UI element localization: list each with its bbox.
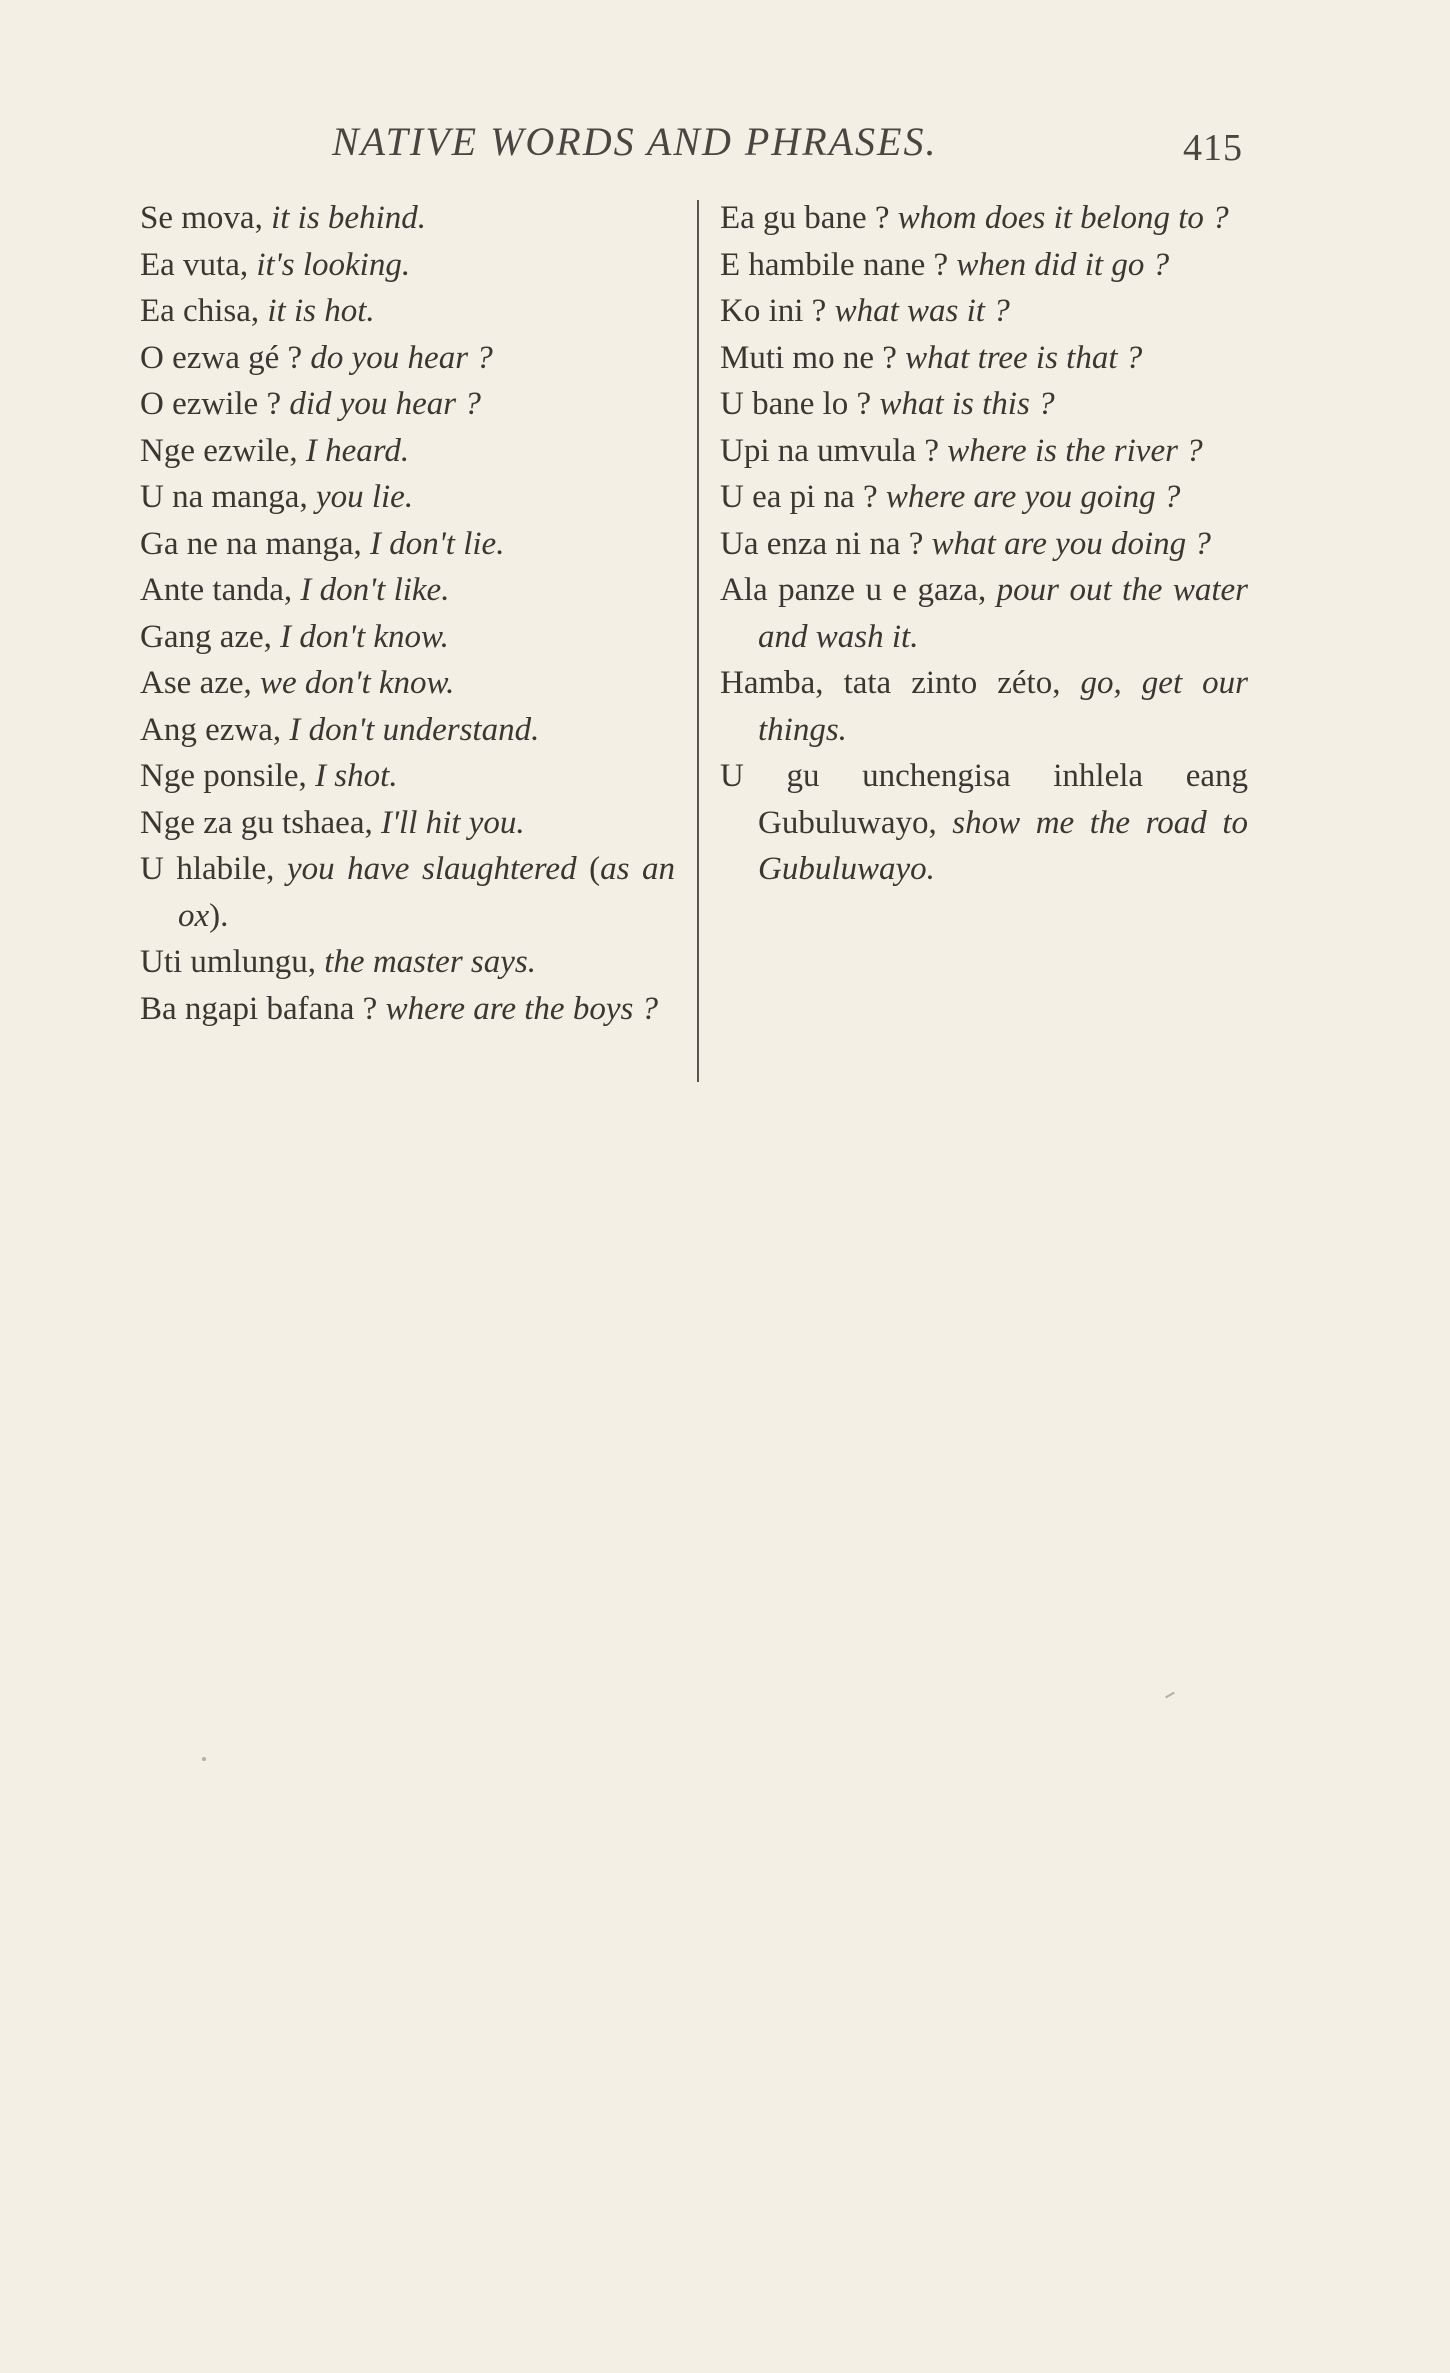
page-header [0,118,1450,178]
english-translation: I heard. [305,432,410,469]
left-column [140,195,675,1032]
english-translation: you lie. [315,479,414,515]
column-divider [697,200,699,1082]
english-translation: it is behind. [271,200,426,236]
phrase-entry [140,242,675,289]
english-translation: what tree is that ? [905,339,1143,376]
phrase-entry [720,195,1248,242]
phrase-entry [720,521,1248,568]
paper-speck [202,1757,206,1761]
native-phrase: E hambile nane ? [720,246,957,283]
native-phrase: Se mova, [140,200,272,236]
english-translation: did you hear ? [289,386,481,422]
english-translation: where is the river ? [947,432,1203,469]
phrase-entry [140,335,675,382]
native-phrase: Gang aze, [140,618,281,655]
native-phrase: Ala panze u e gaza, [720,572,997,608]
english-translation: the master says. [324,944,536,980]
phrase-entry [720,428,1248,475]
native-phrase: Ea chisa, [140,293,268,329]
paren-close: ). [209,897,229,934]
english-translation: we don't know. [260,665,455,701]
english-translation: when did it go ? [956,246,1170,283]
native-phrase: Ang ezwa, [140,711,290,748]
native-phrase: Ea vuta, [140,246,257,283]
english-translation: it's looking. [256,246,411,283]
native-phrase: Muti mo ne ? [720,339,906,376]
phrase-entry [720,335,1248,382]
native-phrase: O ezwile ? [140,386,290,422]
native-phrase: Nge ponsile, [140,758,316,794]
english-translation: show me the road to Gubuluwayo. [758,804,1248,887]
native-phrase: Ante tanda, [140,572,301,608]
phrase-entry [140,474,675,521]
phrase-entry [140,939,675,986]
english-translation: I don't understand. [289,711,540,748]
paper-speck [1165,1692,1175,1699]
phrase-entry [720,288,1248,335]
english-translation: go, get our things. [758,665,1248,748]
native-phrase: U na manga, [140,479,316,515]
native-phrase: Ga ne na manga, [140,525,370,562]
phrase-entry [140,521,675,568]
english-translation: whom does it belong to ? [897,200,1229,236]
english-translation: what are you doing ? [931,525,1211,562]
phrase-entry [720,474,1248,521]
phrase-entry [140,195,675,242]
native-phrase: Ko ini ? [720,293,835,329]
native-phrase: Nge ezwile, [140,432,306,469]
english-translation: where are the boys ? [385,990,659,1027]
phrase-entry [140,753,675,800]
phrase-entry [720,242,1248,289]
phrase-entry [720,567,1248,660]
native-phrase: U ea pi na ? [720,479,886,515]
english-translation: I shot. [315,758,398,794]
native-phrase: Ba ngapi bafana ? [140,990,386,1027]
native-phrase: Nge za gu tshaea, [140,804,381,841]
native-phrase: Ase aze, [140,665,261,701]
phrase-entry [140,660,675,707]
native-phrase: Hamba, tata zinto zéto, [720,665,1081,701]
phrase-entry [140,428,675,475]
native-phrase: O ezwa gé ? [140,339,311,376]
english-note: as an ox [178,851,675,934]
english-translation: do you hear ? [310,339,493,376]
native-phrase: Ua enza ni na ? [720,525,932,562]
english-translation: I don't know. [280,618,449,655]
phrase-entry [140,381,675,428]
phrase-entry [720,753,1248,893]
english-translation: I'll hit you. [380,804,525,841]
native-phrase: Uti umlungu, [140,944,325,980]
english-translation: I don't lie. [370,525,505,562]
phrase-entry [140,800,675,847]
english-translation: what was it ? [834,293,1010,329]
running-title: NATIVE WORDS AND PHRASES. [332,119,938,164]
phrase-entry [720,660,1248,753]
english-translation: where are you going ? [885,479,1181,515]
english-translation: pour out the water and wash it. [758,572,1248,655]
native-phrase: U bane lo ? [720,386,880,422]
right-column [720,195,1248,893]
phrase-entry [720,381,1248,428]
native-phrase: Ea gu bane ? [720,200,898,236]
english-translation: it is hot. [267,293,375,329]
english-translation: you have slaughtered [286,851,577,887]
native-phrase: Upi na umvula ? [720,432,948,469]
phrase-entry [140,707,675,754]
phrase-entry [140,614,675,661]
native-phrase: U gu unchengisa inhlela eang Gubuluwayo, [720,758,1248,841]
english-translation: I don't like. [300,572,450,608]
phrase-entry [140,986,675,1033]
phrase-entry [140,567,675,614]
english-translation: what is this ? [879,386,1055,422]
phrase-entry [140,846,675,939]
phrase-entry [140,288,675,335]
page-number: 415 [1183,127,1243,169]
native-phrase: U hlabile, [140,851,287,887]
paren-open: ( [576,851,601,887]
